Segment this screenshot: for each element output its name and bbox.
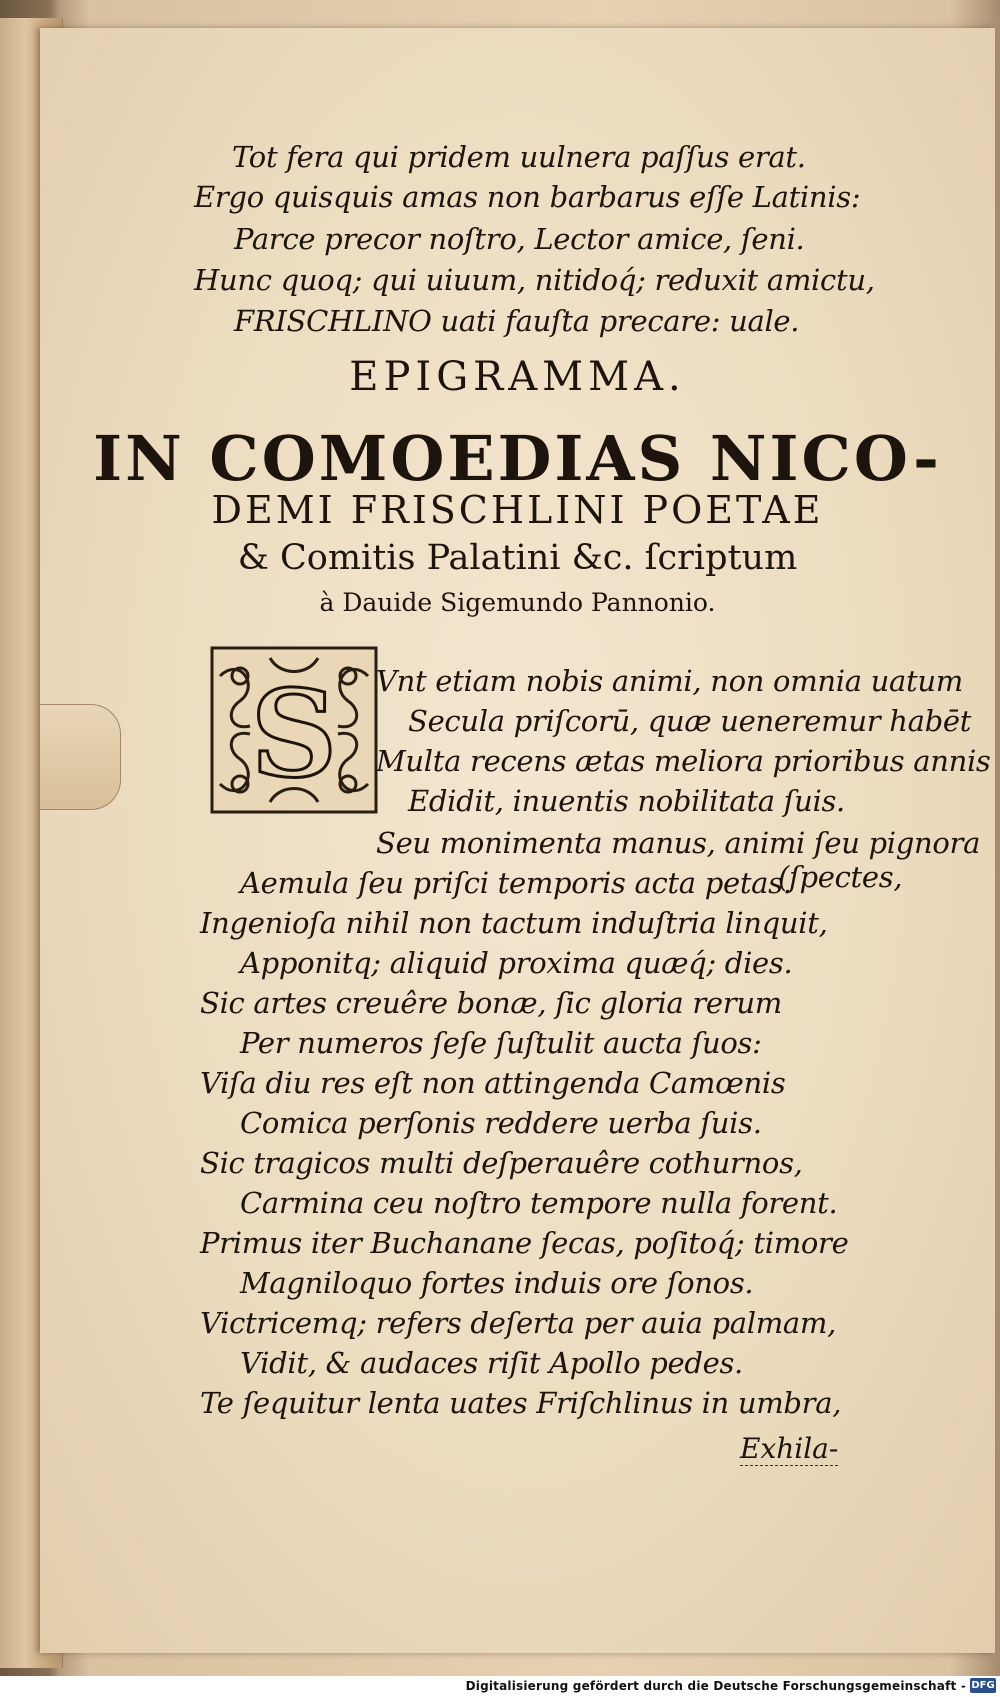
verse-line: Primus iter Buchanane ſecas, poſitoq́; timore [200,1226,849,1260]
verse-continuation: (ſpectes, [778,860,903,894]
title-line-2: DEMI FRISCHLINI POETAE [211,488,824,532]
verse-line: Comica perſonis reddere uerba ſuis. [240,1106,762,1140]
verse-line: Seu monimenta manus, animi ſeu pignora [376,826,981,860]
title-line-3: & Comitis Palatini &c. ſcriptum [237,538,798,578]
page-text [40,28,995,1653]
book-page [40,28,995,1653]
digitization-footer [0,1676,1000,1697]
verse-line: Sic tragicos multi deſperauêre cothurnos, [200,1146,803,1180]
verse-line: Viſa diu res eſt non attingenda Camœnis [200,1066,786,1100]
verse-line: Edidit, inuentis nobilitata ſuis. [408,784,845,818]
verse-line: Te ſequitur lenta uates Friſchlinus in umbra, [200,1386,842,1420]
verse-line: Carmina ceu noſtro tempore nulla forent. [240,1186,838,1220]
verse-line: Ingenioſa nihil non tactum induſtria linquit, [200,906,828,940]
verse-line: Ergo quisquis amas non barbarus eſſe Latinis: [194,180,861,214]
verse-line: Tot fera qui pridem uulnera paſſus erat. [232,140,806,174]
verse-line: Multa recens ætas meliora prioribus annis [376,744,991,778]
verse-line: Sic artes creuêre bonæ, ſic gloria rerum [200,986,782,1020]
epigram-heading: EPIGRAMMA. [349,354,686,400]
verse-line: Vnt etiam nobis animi, non omnia uatum [376,664,963,698]
verse-line: Aemula ſeu priſci temporis acta petas. [240,866,792,900]
verse-line: FRISCHLINO uati fauſta precare: uale. [234,304,800,338]
verse-line: Parce precor noſtro, Lector amice, ſeni. [234,222,805,256]
decorated-initial-s [210,646,378,814]
verse-line: Hunc quoq; qui uiuum, nitidoq́; reduxit amictu, [194,263,875,297]
dfg-logo-icon: DFG [971,1680,995,1691]
funding-credit: Digitalisierung gefördert durch die Deutsche Forschungsgemeinschaft - [465,1679,966,1693]
verse-line: Vidit, & audaces riſit Apollo pedes. [240,1346,743,1380]
title-line-4: à Dauide Sigemundo Pannonio. [319,588,716,617]
verse-line: Magniloquo fortes induis ore ſonos. [240,1266,754,1300]
title-line-1: IN COMOEDIAS NICO- [93,422,942,495]
initial-letter: S [250,664,338,805]
verse-line: Victricemq; refers deſerta per auia palmam, [200,1306,837,1340]
verse-line: Apponitq; aliquid proxima quæq́; dies. [240,946,793,980]
catchword: Exhila- [740,1432,839,1465]
verse-line: Per numeros ſeſe ſuſtulit aucta ſuos: [240,1026,762,1060]
verse-line: Secula priſcorū, quæ ueneremur habēt [408,704,972,738]
